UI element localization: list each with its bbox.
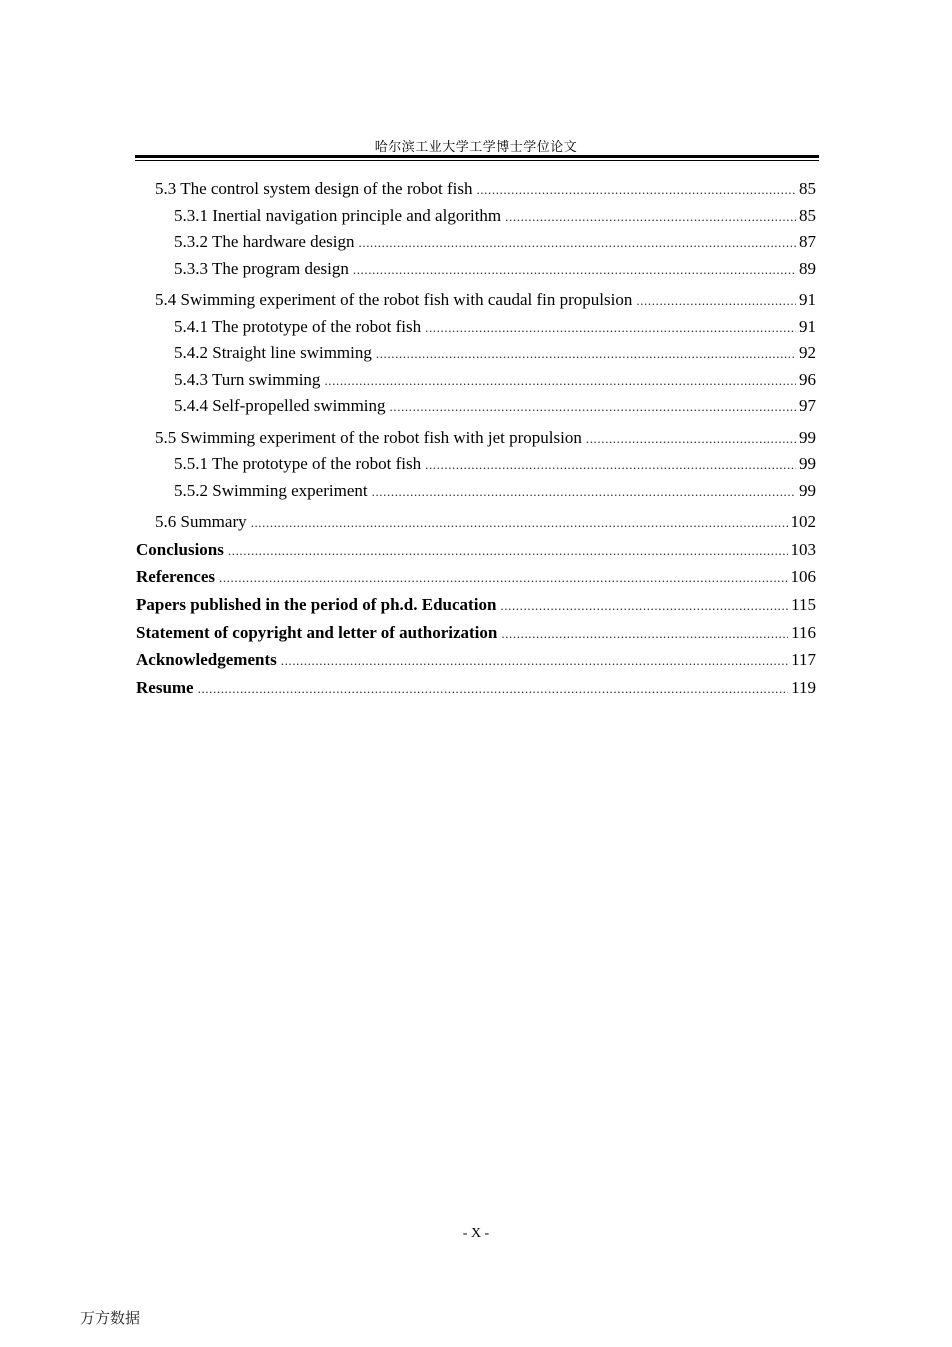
running-header-title: 哈尔滨工业大学工学博士学位论文 [374,140,578,155]
toc-entry-page: 89 [799,258,816,278]
toc-entry-page: 106 [790,567,816,587]
toc-entry-title: 5.5.1 The prototype of the robot fish [174,454,422,473]
toc-entry-page: 99 [799,480,816,500]
dot-leader [359,230,797,257]
toc-entry-title: 5.4.1 The prototype of the robot fish [174,316,422,336]
toc-entry[interactable] [136,619,816,647]
toc-entry-page: 102 [790,512,816,531]
dot-leader [425,452,796,479]
toc-entry-title: 5.3 The control system design of the robot fish [155,179,473,198]
toc-entry[interactable] [136,646,816,674]
toc-entry-title: Papers published in the period of ph.d. Education [136,594,497,614]
toc-entry[interactable] [136,393,816,420]
toc-entry[interactable] [136,229,816,256]
dot-leader [324,368,796,395]
toc-entry-title: 5.4.4 Self-propelled swimming [174,396,386,415]
toc-entry-page: 85 [799,179,816,198]
toc-entry-page: 96 [799,369,816,389]
dot-leader [476,177,796,204]
header-rule-thin [135,160,819,161]
toc-entry-title: Statement of copyright and letter of authorization [136,622,498,642]
toc-entry[interactable] [136,203,816,230]
toc-entry[interactable] [136,509,816,536]
dot-leader [425,315,796,342]
dot-leader [376,341,796,368]
toc-entry-page: 92 [799,343,816,362]
table-of-contents [136,176,816,702]
toc-entry-page: 99 [799,454,816,473]
toc-entry-title: 5.4 Swimming experiment of the robot fish with caudal fin propulsion [155,290,633,309]
toc-entry-page: 91 [799,316,816,336]
dot-leader [281,647,788,675]
dot-leader [228,537,788,565]
page-number: - X - [462,1226,490,1241]
dot-leader [353,257,796,284]
toc-entry-title: 5.3.3 The program design [174,258,349,278]
toc-entry-title: 5.5.2 Swimming experiment [174,480,368,500]
dot-leader [501,620,788,648]
toc-entry[interactable] [136,256,816,283]
toc-entry-title: 5.6 Summary [155,512,247,531]
toc-entry[interactable] [136,478,816,505]
dot-leader [219,564,788,592]
toc-entry-page: 85 [799,205,816,225]
toc-entry-title: Conclusions [136,539,224,559]
toc-entry-page: 116 [791,622,816,642]
toc-entry-title: 5.3.2 The hardware design [174,232,355,251]
toc-entry[interactable] [136,314,816,341]
dot-leader [251,510,788,537]
dot-leader [636,288,796,315]
toc-entry[interactable] [136,367,816,394]
dot-leader [505,204,796,231]
dot-leader [586,426,796,453]
toc-entry-title: 5.4.2 Straight line swimming [174,343,372,362]
dot-leader [372,479,796,506]
toc-entry-page: 103 [790,539,816,559]
toc-entry-title: 5.4.3 Turn swimming [174,369,321,389]
toc-entry-page: 97 [799,396,816,415]
toc-entry-title: Resume [136,677,194,697]
toc-entry[interactable] [136,176,816,203]
header-rule-thick [135,155,819,158]
toc-entry-page: 87 [799,232,816,251]
toc-entry[interactable] [136,451,816,478]
toc-entry[interactable] [136,563,816,591]
toc-entry-page: 91 [799,290,816,309]
toc-entry-title: References [136,567,215,587]
toc-entry[interactable] [136,340,816,367]
dot-leader [390,394,796,421]
toc-entry[interactable] [136,591,816,619]
toc-entry[interactable] [136,674,816,702]
toc-entry-title: Acknowledgements [136,650,277,670]
toc-entry[interactable] [136,425,816,452]
dot-leader [198,675,789,703]
toc-entry-title: 5.5 Swimming experiment of the robot fish with jet propulsion [155,427,582,447]
source-watermark: 万方数据 [80,1309,141,1327]
toc-entry[interactable] [136,536,816,564]
toc-entry-page: 117 [791,650,816,670]
dot-leader [500,592,788,620]
toc-entry-page: 99 [799,427,816,447]
toc-entry[interactable] [136,287,816,314]
toc-entry-page: 115 [791,594,816,614]
toc-entry-page: 119 [791,677,816,697]
toc-entry-title: 5.3.1 Inertial navigation principle and algorithm [174,205,502,225]
